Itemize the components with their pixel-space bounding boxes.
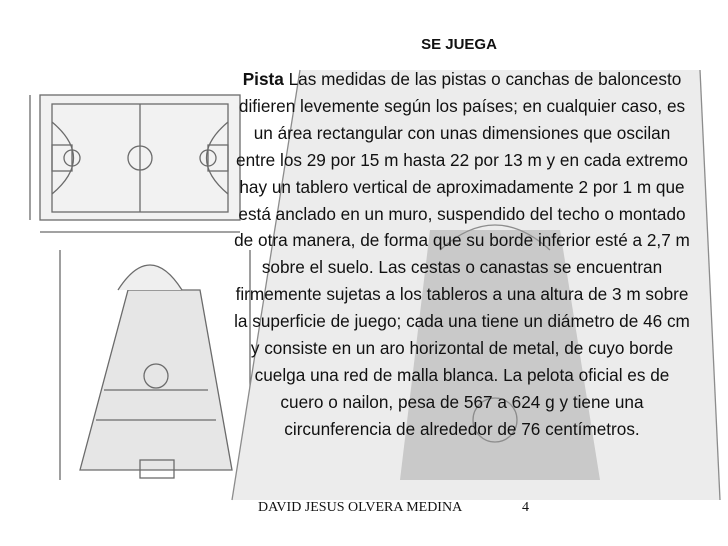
page-number: 4 — [522, 500, 529, 515]
footer-author: DAVID JESUS OLVERA MEDINA — [258, 500, 463, 515]
body-paragraph: Las medidas de las pistas o canchas de baloncesto difieren levemente según los países; en cualquier caso, es un área rectangular con unas dimensiones que oscilan entre los 29 por 15 m hasta 22 por 13 m y en cada extremo hay un tablero vertical de aproximadamente 2 por 1 m que está anclado en un muro, suspendido del techo o montado de otra manera, de forma que su borde inferior esté a 2,7 m sobre el suelo. Las cestas o canastas se encuentran firmemente sujetas a los tableros a una altura de 3 m sobre la superficie de juego; cada una tiene un diámetro de 46 cm y consiste en un aro horizontal de metal, de cuyo borde cuelga una red de malla blanca. La pelota oficial es de cuero o nailon, pesa de 567 a 624 g y tiene una circunferencia de alrededor de 76 centímetros. — [234, 69, 690, 439]
slide-title: SE JUEGA — [421, 36, 497, 53]
court-plan-view — [30, 95, 240, 232]
slide-body — [232, 66, 692, 443]
half-court-perspective — [60, 250, 250, 480]
lead-word: Pista — [242, 69, 284, 89]
